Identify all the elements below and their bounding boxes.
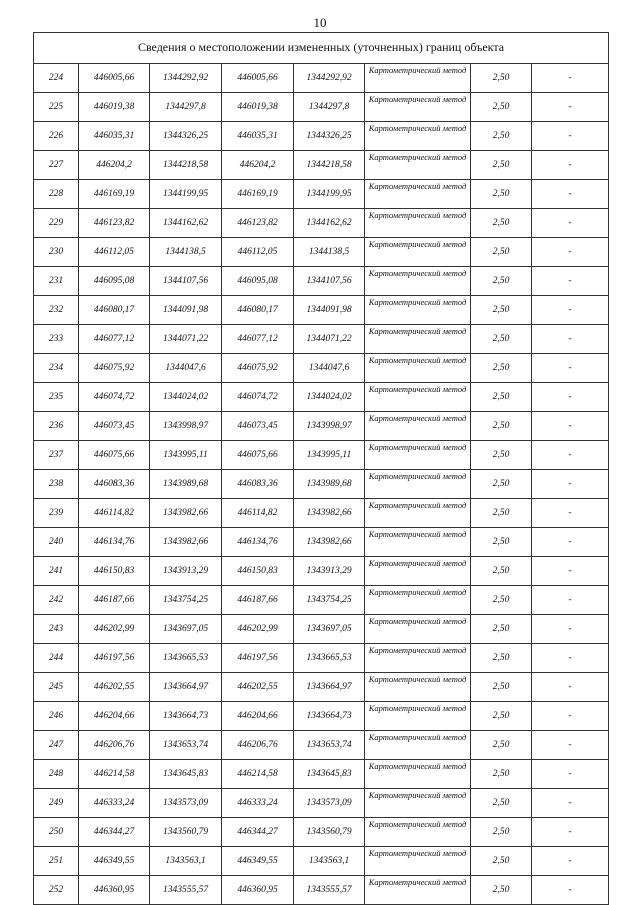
method-cell: Картометрический метод <box>365 876 471 905</box>
new-y-cell: 1343998,97 <box>294 412 365 441</box>
method-cell: Картометрический метод <box>365 151 471 180</box>
old-x-cell: 446114,82 <box>79 499 150 528</box>
old-x-cell: 446197,56 <box>79 644 150 673</box>
new-y-cell: 1343653,74 <box>294 731 365 760</box>
point-number-cell: 226 <box>34 122 79 151</box>
new-x-cell: 446083,36 <box>222 470 294 499</box>
new-y-cell: 1344138,5 <box>294 238 365 267</box>
accuracy-cell: 2,50 <box>471 673 532 702</box>
new-x-cell: 446214,58 <box>222 760 294 789</box>
new-y-cell: 1343665,53 <box>294 644 365 673</box>
old-x-cell: 446214,58 <box>79 760 150 789</box>
old-y-cell: 1343754,25 <box>150 586 222 615</box>
point-number-cell: 240 <box>34 528 79 557</box>
new-x-cell: 446333,24 <box>222 789 294 818</box>
old-y-cell: 1343697,05 <box>150 615 222 644</box>
old-y-cell: 1343665,53 <box>150 644 222 673</box>
point-number-cell: 229 <box>34 209 79 238</box>
method-cell: Картометрический метод <box>365 818 471 847</box>
accuracy-cell: 2,50 <box>471 644 532 673</box>
table-row <box>34 557 609 586</box>
old-y-cell: 1344297,8 <box>150 93 222 122</box>
table-row <box>34 383 609 412</box>
method-cell: Картометрический метод <box>365 238 471 267</box>
table-row <box>34 528 609 557</box>
accuracy-cell: 2,50 <box>471 383 532 412</box>
new-x-cell: 446360,95 <box>222 876 294 905</box>
old-y-cell: 1343653,74 <box>150 731 222 760</box>
page-number: 10 <box>313 15 327 30</box>
accuracy-cell: 2,50 <box>471 847 532 876</box>
old-x-cell: 446083,36 <box>79 470 150 499</box>
accuracy-cell: 2,50 <box>471 412 532 441</box>
accuracy-cell: 2,50 <box>471 209 532 238</box>
point-number-cell: 249 <box>34 789 79 818</box>
old-y-cell: 1344107,56 <box>150 267 222 296</box>
note-cell: - <box>532 441 609 470</box>
new-x-cell: 446206,76 <box>222 731 294 760</box>
new-x-cell: 446077,12 <box>222 325 294 354</box>
new-x-cell: 446204,66 <box>222 702 294 731</box>
table-row <box>34 122 609 151</box>
point-number-cell: 248 <box>34 760 79 789</box>
table-row <box>34 151 609 180</box>
old-y-cell: 1343998,97 <box>150 412 222 441</box>
accuracy-cell: 2,50 <box>471 122 532 151</box>
accuracy-cell: 2,50 <box>471 789 532 818</box>
point-number-cell: 239 <box>34 499 79 528</box>
note-cell: - <box>532 528 609 557</box>
note-cell: - <box>532 296 609 325</box>
method-cell: Картометрический метод <box>365 499 471 528</box>
new-y-cell: 1344024,02 <box>294 383 365 412</box>
point-number-cell: 241 <box>34 557 79 586</box>
new-x-cell: 446197,56 <box>222 644 294 673</box>
point-number-cell: 233 <box>34 325 79 354</box>
table-row <box>34 412 609 441</box>
point-number-cell: 228 <box>34 180 79 209</box>
method-cell: Картометрический метод <box>365 325 471 354</box>
new-y-cell: 1344071,22 <box>294 325 365 354</box>
note-cell: - <box>532 615 609 644</box>
new-x-cell: 446349,55 <box>222 847 294 876</box>
old-x-cell: 446077,12 <box>79 325 150 354</box>
point-number-cell: 227 <box>34 151 79 180</box>
old-y-cell: 1343664,73 <box>150 702 222 731</box>
new-x-cell: 446075,66 <box>222 441 294 470</box>
accuracy-cell: 2,50 <box>471 528 532 557</box>
new-x-cell: 446202,99 <box>222 615 294 644</box>
old-x-cell: 446112,05 <box>79 238 150 267</box>
new-y-cell: 1344091,98 <box>294 296 365 325</box>
new-y-cell: 1344199,95 <box>294 180 365 209</box>
old-y-cell: 1344199,95 <box>150 180 222 209</box>
point-number-cell: 231 <box>34 267 79 296</box>
table-row <box>34 818 609 847</box>
table-header-row <box>34 33 609 64</box>
new-x-cell: 446005,66 <box>222 64 294 93</box>
new-x-cell: 446074,72 <box>222 383 294 412</box>
method-cell: Картометрический метод <box>365 267 471 296</box>
new-y-cell: 1344326,25 <box>294 122 365 151</box>
point-number-cell: 242 <box>34 586 79 615</box>
old-x-cell: 446150,83 <box>79 557 150 586</box>
point-number-cell: 251 <box>34 847 79 876</box>
point-number-cell: 235 <box>34 383 79 412</box>
old-y-cell: 1343645,83 <box>150 760 222 789</box>
table-row <box>34 702 609 731</box>
point-number-cell: 250 <box>34 818 79 847</box>
accuracy-cell: 2,50 <box>471 499 532 528</box>
old-y-cell: 1344138,5 <box>150 238 222 267</box>
new-y-cell: 1343982,66 <box>294 528 365 557</box>
accuracy-cell: 2,50 <box>471 354 532 383</box>
method-cell: Картометрический метод <box>365 702 471 731</box>
new-y-cell: 1343555,57 <box>294 876 365 905</box>
point-number-cell: 252 <box>34 876 79 905</box>
old-x-cell: 446073,45 <box>79 412 150 441</box>
point-number-cell: 238 <box>34 470 79 499</box>
accuracy-cell: 2,50 <box>471 441 532 470</box>
old-x-cell: 446075,66 <box>79 441 150 470</box>
table-row <box>34 789 609 818</box>
new-y-cell: 1343989,68 <box>294 470 365 499</box>
accuracy-cell: 2,50 <box>471 93 532 122</box>
point-number-cell: 224 <box>34 64 79 93</box>
accuracy-cell: 2,50 <box>471 180 532 209</box>
accuracy-cell: 2,50 <box>471 702 532 731</box>
new-y-cell: 1344218,58 <box>294 151 365 180</box>
old-y-cell: 1343989,68 <box>150 470 222 499</box>
note-cell: - <box>532 499 609 528</box>
method-cell: Картометрический метод <box>365 122 471 151</box>
point-number-cell: 230 <box>34 238 79 267</box>
point-number-cell: 246 <box>34 702 79 731</box>
point-number-cell: 232 <box>34 296 79 325</box>
table-row <box>34 760 609 789</box>
point-number-cell: 236 <box>34 412 79 441</box>
old-y-cell: 1344162,62 <box>150 209 222 238</box>
new-y-cell: 1343664,97 <box>294 673 365 702</box>
old-x-cell: 446187,66 <box>79 586 150 615</box>
new-x-cell: 446073,45 <box>222 412 294 441</box>
method-cell: Картометрический метод <box>365 644 471 673</box>
table-row <box>34 354 609 383</box>
new-x-cell: 446019,38 <box>222 93 294 122</box>
method-cell: Картометрический метод <box>365 557 471 586</box>
old-y-cell: 1344047,6 <box>150 354 222 383</box>
old-x-cell: 446206,76 <box>79 731 150 760</box>
old-y-cell: 1343982,66 <box>150 499 222 528</box>
table-row <box>34 644 609 673</box>
old-y-cell: 1343995,11 <box>150 441 222 470</box>
accuracy-cell: 2,50 <box>471 325 532 354</box>
new-y-cell: 1343563,1 <box>294 847 365 876</box>
old-x-cell: 446344,27 <box>79 818 150 847</box>
old-y-cell: 1344326,25 <box>150 122 222 151</box>
boundary-coordinates-table <box>33 32 609 905</box>
point-number-cell: 245 <box>34 673 79 702</box>
old-x-cell: 446349,55 <box>79 847 150 876</box>
old-y-cell: 1343563,1 <box>150 847 222 876</box>
accuracy-cell: 2,50 <box>471 586 532 615</box>
note-cell: - <box>532 876 609 905</box>
accuracy-cell: 2,50 <box>471 818 532 847</box>
new-y-cell: 1343560,79 <box>294 818 365 847</box>
new-y-cell: 1344047,6 <box>294 354 365 383</box>
new-y-cell: 1344107,56 <box>294 267 365 296</box>
note-cell: - <box>532 789 609 818</box>
old-y-cell: 1344071,22 <box>150 325 222 354</box>
point-number-cell: 247 <box>34 731 79 760</box>
note-cell: - <box>532 64 609 93</box>
method-cell: Картометрический метод <box>365 528 471 557</box>
table-row <box>34 93 609 122</box>
method-cell: Картометрический метод <box>365 180 471 209</box>
new-x-cell: 446112,05 <box>222 238 294 267</box>
new-x-cell: 446134,76 <box>222 528 294 557</box>
old-y-cell: 1343555,57 <box>150 876 222 905</box>
old-y-cell: 1343664,97 <box>150 673 222 702</box>
point-number-cell: 244 <box>34 644 79 673</box>
old-x-cell: 446005,66 <box>79 64 150 93</box>
old-y-cell: 1344292,92 <box>150 64 222 93</box>
new-x-cell: 446202,55 <box>222 673 294 702</box>
note-cell: - <box>532 760 609 789</box>
note-cell: - <box>532 644 609 673</box>
method-cell: Картометрический метод <box>365 412 471 441</box>
new-x-cell: 446095,08 <box>222 267 294 296</box>
table-row <box>34 296 609 325</box>
old-x-cell: 446080,17 <box>79 296 150 325</box>
note-cell: - <box>532 325 609 354</box>
method-cell: Картометрический метод <box>365 296 471 325</box>
new-x-cell: 446114,82 <box>222 499 294 528</box>
note-cell: - <box>532 383 609 412</box>
table-row <box>34 731 609 760</box>
table-title: Сведения о местоположении измененных (уточненных) границ объекта <box>34 33 609 64</box>
new-y-cell: 1344292,92 <box>294 64 365 93</box>
old-y-cell: 1343982,66 <box>150 528 222 557</box>
old-x-cell: 446019,38 <box>79 93 150 122</box>
table-row <box>34 64 609 93</box>
method-cell: Картометрический метод <box>365 93 471 122</box>
note-cell: - <box>532 731 609 760</box>
accuracy-cell: 2,50 <box>471 760 532 789</box>
note-cell: - <box>532 470 609 499</box>
method-cell: Картометрический метод <box>365 673 471 702</box>
method-cell: Картометрический метод <box>365 470 471 499</box>
old-x-cell: 446074,72 <box>79 383 150 412</box>
old-y-cell: 1344024,02 <box>150 383 222 412</box>
accuracy-cell: 2,50 <box>471 731 532 760</box>
old-x-cell: 446204,66 <box>79 702 150 731</box>
old-x-cell: 446202,55 <box>79 673 150 702</box>
table-row <box>34 180 609 209</box>
new-x-cell: 446035,31 <box>222 122 294 151</box>
note-cell: - <box>532 354 609 383</box>
new-y-cell: 1344162,62 <box>294 209 365 238</box>
point-number-cell: 243 <box>34 615 79 644</box>
old-x-cell: 446123,82 <box>79 209 150 238</box>
method-cell: Картометрический метод <box>365 789 471 818</box>
new-y-cell: 1343995,11 <box>294 441 365 470</box>
table-row <box>34 441 609 470</box>
new-x-cell: 446187,66 <box>222 586 294 615</box>
new-x-cell: 446080,17 <box>222 296 294 325</box>
note-cell: - <box>532 209 609 238</box>
old-x-cell: 446095,08 <box>79 267 150 296</box>
note-cell: - <box>532 702 609 731</box>
accuracy-cell: 2,50 <box>471 267 532 296</box>
table-row <box>34 615 609 644</box>
note-cell: - <box>532 180 609 209</box>
new-y-cell: 1343754,25 <box>294 586 365 615</box>
old-x-cell: 446333,24 <box>79 789 150 818</box>
new-x-cell: 446123,82 <box>222 209 294 238</box>
new-y-cell: 1343982,66 <box>294 499 365 528</box>
table-row <box>34 499 609 528</box>
note-cell: - <box>532 818 609 847</box>
note-cell: - <box>532 412 609 441</box>
old-y-cell: 1343560,79 <box>150 818 222 847</box>
old-y-cell: 1344091,98 <box>150 296 222 325</box>
table-row <box>34 325 609 354</box>
new-y-cell: 1343913,29 <box>294 557 365 586</box>
method-cell: Картометрический метод <box>365 760 471 789</box>
new-y-cell: 1343645,83 <box>294 760 365 789</box>
new-y-cell: 1343664,73 <box>294 702 365 731</box>
old-x-cell: 446204,2 <box>79 151 150 180</box>
accuracy-cell: 2,50 <box>471 615 532 644</box>
note-cell: - <box>532 586 609 615</box>
note-cell: - <box>532 847 609 876</box>
new-x-cell: 446204,2 <box>222 151 294 180</box>
note-cell: - <box>532 267 609 296</box>
method-cell: Картометрический метод <box>365 354 471 383</box>
new-x-cell: 446344,27 <box>222 818 294 847</box>
old-x-cell: 446202,99 <box>79 615 150 644</box>
note-cell: - <box>532 151 609 180</box>
accuracy-cell: 2,50 <box>471 296 532 325</box>
old-x-cell: 446035,31 <box>79 122 150 151</box>
old-x-cell: 446360,95 <box>79 876 150 905</box>
table-row <box>34 876 609 905</box>
table-row <box>34 847 609 876</box>
note-cell: - <box>532 93 609 122</box>
method-cell: Картометрический метод <box>365 64 471 93</box>
accuracy-cell: 2,50 <box>471 876 532 905</box>
note-cell: - <box>532 557 609 586</box>
method-cell: Картометрический метод <box>365 731 471 760</box>
point-number-cell: 225 <box>34 93 79 122</box>
note-cell: - <box>532 673 609 702</box>
accuracy-cell: 2,50 <box>471 64 532 93</box>
method-cell: Картометрический метод <box>365 209 471 238</box>
accuracy-cell: 2,50 <box>471 238 532 267</box>
new-x-cell: 446150,83 <box>222 557 294 586</box>
table-row <box>34 470 609 499</box>
new-y-cell: 1344297,8 <box>294 93 365 122</box>
table-row <box>34 673 609 702</box>
point-number-cell: 234 <box>34 354 79 383</box>
accuracy-cell: 2,50 <box>471 470 532 499</box>
method-cell: Картометрический метод <box>365 383 471 412</box>
accuracy-cell: 2,50 <box>471 557 532 586</box>
table-row <box>34 209 609 238</box>
new-y-cell: 1343573,09 <box>294 789 365 818</box>
new-x-cell: 446169,19 <box>222 180 294 209</box>
new-y-cell: 1343697,05 <box>294 615 365 644</box>
table-row <box>34 586 609 615</box>
method-cell: Картометрический метод <box>365 586 471 615</box>
table-row <box>34 238 609 267</box>
old-y-cell: 1343913,29 <box>150 557 222 586</box>
method-cell: Картометрический метод <box>365 441 471 470</box>
table-row <box>34 267 609 296</box>
new-x-cell: 446075,92 <box>222 354 294 383</box>
point-number-cell: 237 <box>34 441 79 470</box>
old-x-cell: 446169,19 <box>79 180 150 209</box>
old-y-cell: 1343573,09 <box>150 789 222 818</box>
old-y-cell: 1344218,58 <box>150 151 222 180</box>
method-cell: Картометрический метод <box>365 847 471 876</box>
old-x-cell: 446075,92 <box>79 354 150 383</box>
accuracy-cell: 2,50 <box>471 151 532 180</box>
method-cell: Картометрический метод <box>365 615 471 644</box>
note-cell: - <box>532 122 609 151</box>
note-cell: - <box>532 238 609 267</box>
old-x-cell: 446134,76 <box>79 528 150 557</box>
